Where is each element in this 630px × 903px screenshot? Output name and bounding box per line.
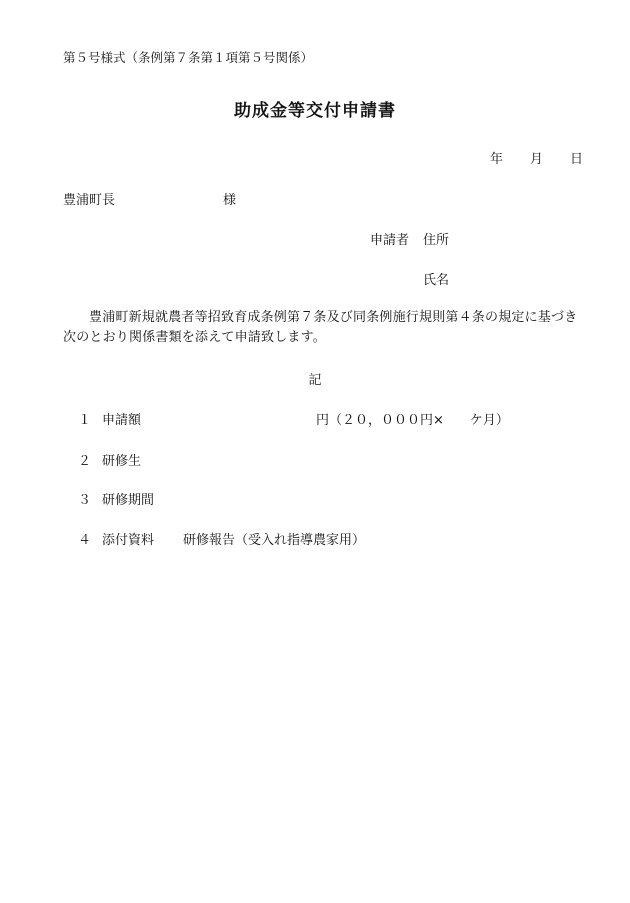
date-month: 月: [530, 152, 544, 167]
item-label: 研修生: [102, 454, 142, 469]
document-title: 助成金等交付申請書: [234, 101, 396, 121]
amount-text: 円（２０，０００円× ケ月）: [316, 413, 509, 428]
item-label: 研修期間: [102, 493, 155, 508]
item-number: ３: [78, 493, 92, 508]
attachment-text: 研修報告（受入れ指導農家用）: [183, 533, 366, 548]
item-number: ２: [78, 454, 92, 469]
addressee: 豊浦町長: [63, 193, 116, 208]
item-number: ４: [78, 533, 92, 548]
form-number: 第５号様式（条例第７条第１項第５号関係）: [63, 50, 314, 65]
name-label: 氏名: [423, 273, 450, 288]
date-day: 日: [570, 152, 584, 167]
honorific: 様: [223, 193, 237, 208]
body-paragraph: 豊浦町新規就農者等招致育成条例第７条及び同条例施行規則第４条の規定に基づき次のとおり関係書類を添えて申請致します。: [63, 310, 578, 345]
address-label: 住所: [423, 233, 450, 248]
item-trainee: [78, 450, 141, 469]
item-number: １: [78, 413, 92, 428]
date-line: [490, 148, 583, 167]
item-label: 申請額: [102, 413, 142, 428]
date-year: 年: [490, 152, 504, 167]
item-application-amount: [78, 409, 141, 428]
item-attachments: [78, 529, 154, 548]
applicant-label: 申請者: [370, 233, 410, 248]
ki-heading: 記: [308, 373, 322, 388]
item-label: 添付資料: [102, 533, 155, 548]
item-training-period: [78, 489, 154, 508]
